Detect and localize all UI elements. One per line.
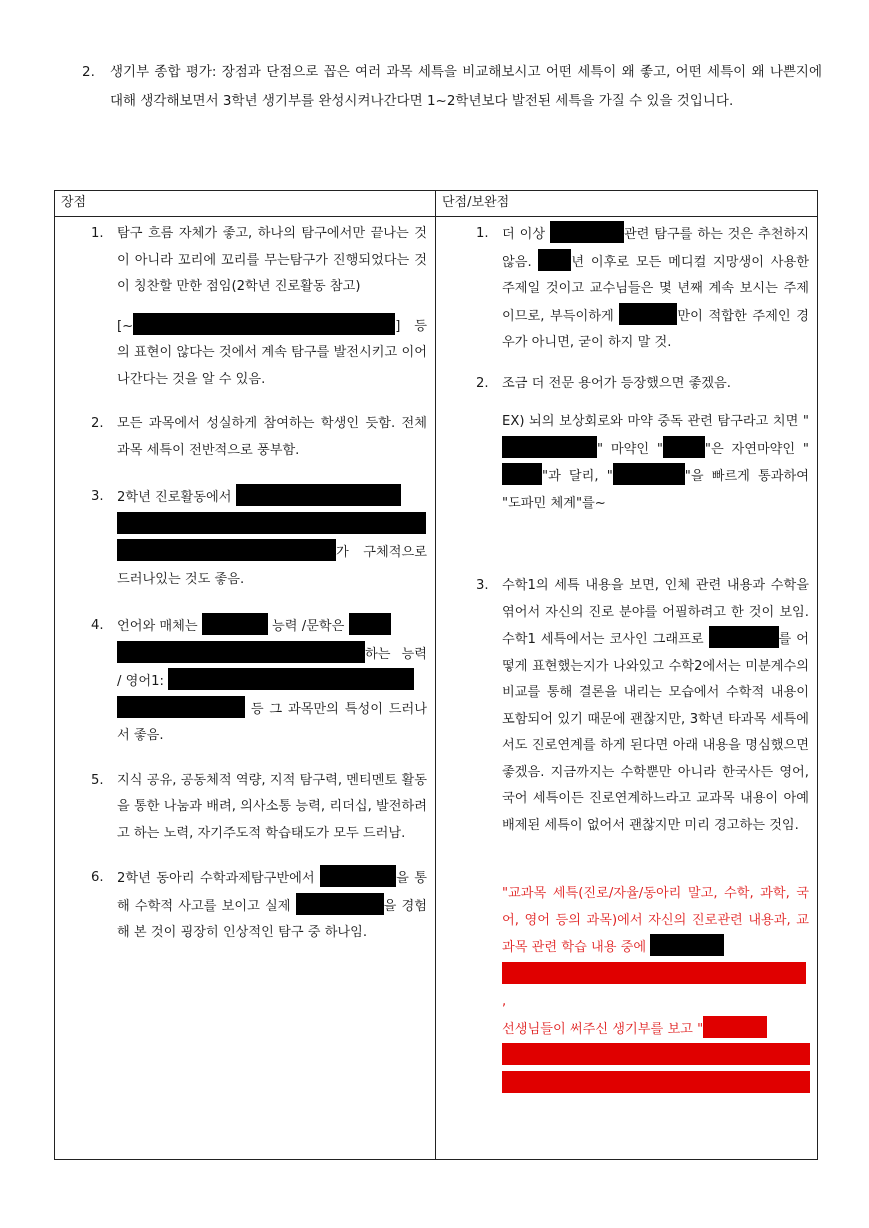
redaction-block-red: [502, 1071, 810, 1093]
redaction-block: [650, 934, 724, 956]
redaction-block: [117, 696, 245, 718]
redaction-block-red: [502, 962, 806, 984]
redaction-block: [613, 463, 685, 485]
weakness-item-1: 1. 더 이상 관련 탐구를 하는 것은 추천하지 않음. 년 이후로 모든 메디컬 지망생이 사용한 주제일 것이고 교수님들은 몇 년째 계속 보시는 주제이므로, 부득이하게 만이 적합한 주제인 경우가 아니면, 굳이 하지 말 것.: [502, 221, 809, 357]
redaction-block-red: [502, 1043, 810, 1065]
redaction-block: [117, 539, 336, 561]
redaction-block: [502, 436, 597, 458]
strength-item-2: 2. 모든 과목에서 성실하게 참여하는 학생인 듯함. 전체 과목 세특이 전반적으로 풍부함.: [91, 416, 427, 458]
weaknesses-column: [436, 217, 817, 1098]
redaction-block-red: [703, 1016, 767, 1038]
redaction-block: [202, 613, 268, 635]
strength-item-6: 6. 2학년 동아리 수학과제탐구반에서 을 통해 수학적 사고를 보이고 실제 을 경험해 본 것이 굉장히 인상적인 탐구 중 하나임.: [117, 865, 427, 947]
strength-item-3: 3. 2학년 진로활동에서 가 구체적으로 드러나있는 것도 좋음.: [117, 484, 427, 593]
redaction-block: [117, 512, 426, 534]
intro-text: 생기부 종합 평가: 장점과 단점으로 꼽은 여러 과목 세특을 비교해보시고 어떤 세특이 왜 좋고, 어떤 세특이 왜 나쁜지에 대해 생각해보면서 3학년 생기부를 완성시켜나간다면 1~2학년보다 발전된 세특을 가질 수 있을 것입니다.: [110, 64, 822, 109]
redaction-block: [133, 313, 395, 335]
intro-number: 2.: [82, 64, 95, 80]
strength-item-5: 5. 지식 공유, 공동체적 역량, 지적 탐구력, 멘티멘토 활동을 통한 나눔과 배려, 의사소통 능력, 리더십, 발전하려고 하는 노력, 자기주도적 학습태도가 모두 드러남.: [91, 772, 427, 841]
header-weaknesses: 단점/보완점: [436, 191, 818, 217]
redaction-block: [117, 641, 365, 663]
redaction-block: [538, 249, 571, 271]
redaction-block: [320, 865, 396, 887]
weakness-item-3: 3. 수학1의 세특 내용을 보면, 인체 관련 내용과 수학을 엮어서 자신의 진로 분야를 어필하려고 한 것이 보임. 수학1 세특에서는 코사인 그래프로 를 어떻게 표현했는지가 나와있고 수학2에서는 미분계수의 비교를 통해 결론을 내리는 모습에서 수학적 내용이 포함되어 있기 때문에 괜찮지만, 3학년 타과목 세특에서도 진로연계를 하게 된다면 아래 내용을 명심했으면 좋겠음. 지금까지는 수학뿐만 아니라 한국사든 영어, 국어 세특이든 진로연계하느라고 교과목 내용이 아예 배제된 세특이 없어서 괜찮지만 미리 경고하는 것임.: [476, 578, 809, 833]
strength-item-1: 1. 탐구 흐름 자체가 좋고, 하나의 탐구에서만 끝나는 것이 아니라 꼬리에 꼬리를 무는탐구가 진행되었다는 것이 칭찬할 만한 점임(2학년 진로활동 참고) [~ ] 등의 표현이 않다는 것에서 계속 탐구를 발전시키고 이어나간다는 것을 알 수 있음.: [91, 226, 427, 387]
warning-note: "교과목 세특(진로/자율/동아리 말고, 수학, 과학, 국어, 영어 등의 과목)에서 자신의 진로관련 내용과, 교과목 관련 학습 내용 중에 , 선생님들이 써주신 생기부를 보고 ": [502, 881, 809, 1098]
redaction-block: [168, 668, 414, 690]
weakness-item-2: 2. 조금 더 전문 용어가 등장했으면 좋겠음. EX) 뇌의 보상회로와 마약 중독 관련 탐구라고 치면 "" 마약인 " "은 자연마약인 ""과 달리, " "을 빠르게 통과하여 "도파민 체계"를~: [476, 375, 809, 511]
redaction-block: [502, 463, 542, 485]
redaction-block: [296, 893, 384, 915]
header-strengths: 장점: [55, 191, 436, 217]
evaluation-table: [54, 190, 818, 1160]
redaction-block: [236, 484, 401, 506]
strength-item-4: 4. 언어와 매체는 능력 /문학은 하는 능력 / 영어1: 등 그 과목만의 특성이 드러나서 좋음.: [117, 613, 427, 750]
redaction-block: [349, 613, 391, 635]
redaction-block: [619, 303, 677, 325]
redaction-block: [709, 626, 779, 648]
strengths-column: [55, 217, 435, 947]
intro-paragraph: [82, 58, 822, 116]
redaction-block: [550, 221, 624, 243]
redaction-block: [663, 436, 705, 458]
